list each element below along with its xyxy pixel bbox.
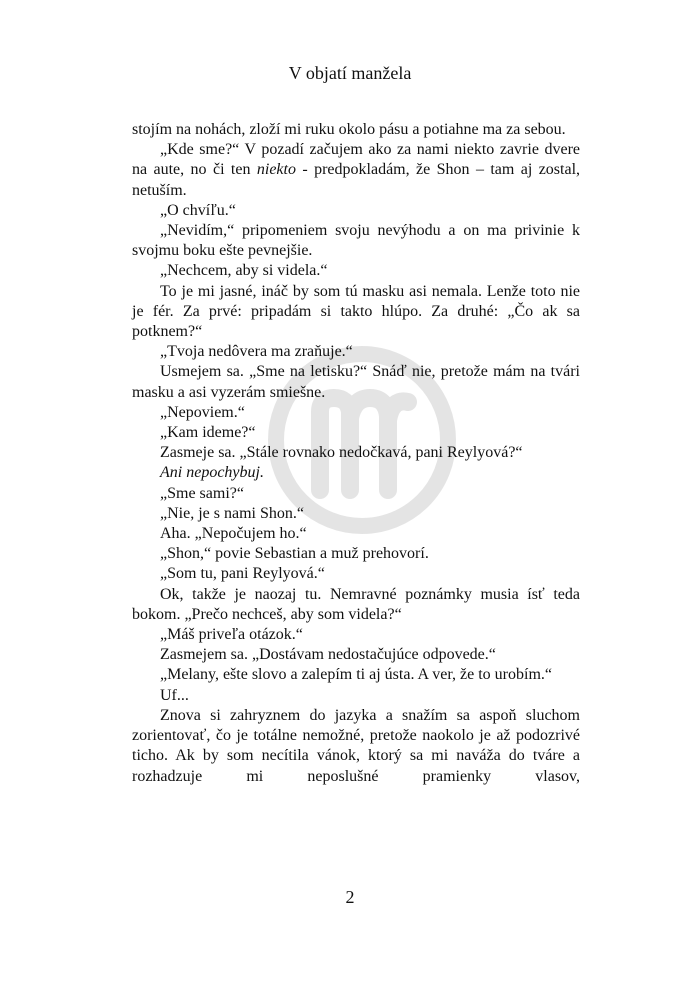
paragraph: stojím na nohách, zloží mi ruku okolo pásu a potiahne ma za sebou. bbox=[132, 121, 566, 138]
paragraph-text: - predpokladám, že Shon – tam aj zostal, netuším. bbox=[132, 161, 581, 199]
paragraph: „Kam ideme?“ bbox=[160, 424, 256, 442]
paragraph bbox=[132, 463, 580, 483]
paragraph bbox=[132, 140, 580, 201]
paragraph: Ok, takže je naozaj tu. Nemravné poznámky musia ísť teda bokom. „Prečo nechceš, aby som videla?“ bbox=[132, 585, 580, 623]
paragraph: „Nie, je s nami Shon.“ bbox=[160, 504, 304, 522]
page-number: 2 bbox=[345, 887, 355, 907]
emphasized-word: niekto bbox=[256, 161, 296, 179]
paragraph: Zasmeje sa. „Stále rovnako nedočkavá, pani Reylyová?“ bbox=[160, 444, 523, 462]
paragraph: „Nevidím,“ pripomeniem svoju nevýhodu a on ma privinie k svojmu boku ešte pevnejšie. bbox=[132, 222, 580, 260]
paragraph: „Tvoja nedôvera ma zraňuje.“ bbox=[160, 343, 353, 361]
paragraph: „Melany, ešte slovo a zalepím ti aj ústa. A ver, že to urobím.“ bbox=[160, 666, 552, 684]
paragraph: Uf... bbox=[160, 686, 189, 704]
paragraph: Usmejem sa. „Sme na letisku?“ Snáď nie, pretože mám na tvári masku a asi vyzerám smiešne. bbox=[132, 363, 580, 401]
paragraph: „Som tu, pani Reylyová.“ bbox=[160, 565, 325, 583]
paragraph: „O chvíľu.“ bbox=[160, 201, 236, 219]
paragraph: „Nechcem, aby si videla.“ bbox=[160, 262, 328, 280]
paragraph: Zasmejem sa. „Dostávam nedostačujúce odpovede.“ bbox=[160, 646, 496, 664]
paragraph-text: „Kde sme?“ V pozadí začujem ako za nami niekto zavrie dvere na aute, no či ten bbox=[132, 141, 580, 179]
body-text bbox=[132, 120, 580, 787]
paragraph: Aha. „Nepočujem ho.“ bbox=[160, 525, 307, 543]
paragraph: „Nepoviem.“ bbox=[160, 403, 245, 421]
paragraph: To je mi jasné, ináč by som tú masku asi nemala. Lenže toto nie je fér. Za prvé: pripadám si takto hlúpo. Za druhé: „Čo ak sa potknem?“ bbox=[132, 282, 580, 341]
paragraph: „Sme sami?“ bbox=[160, 484, 244, 502]
paragraph: „Shon,“ povie Sebastian a muž prehovorí. bbox=[160, 545, 429, 563]
italic-thought: Ani nepochybuj. bbox=[160, 464, 264, 482]
running-header: V objatí manžela bbox=[288, 63, 412, 83]
paragraph: „Máš priveľa otázok.“ bbox=[160, 626, 303, 644]
paragraph: Znova si zahryznem do jazyka a snažím sa aspoň sluchom zorientovať, čo je totálne nemožné, pretože naokolo je až podozrivé ticho. Ak by som necítila vánok, ktorý sa mi naváža do tváre a rozhadzuje mi neposlušné pramienky vlasov, bbox=[132, 706, 580, 785]
